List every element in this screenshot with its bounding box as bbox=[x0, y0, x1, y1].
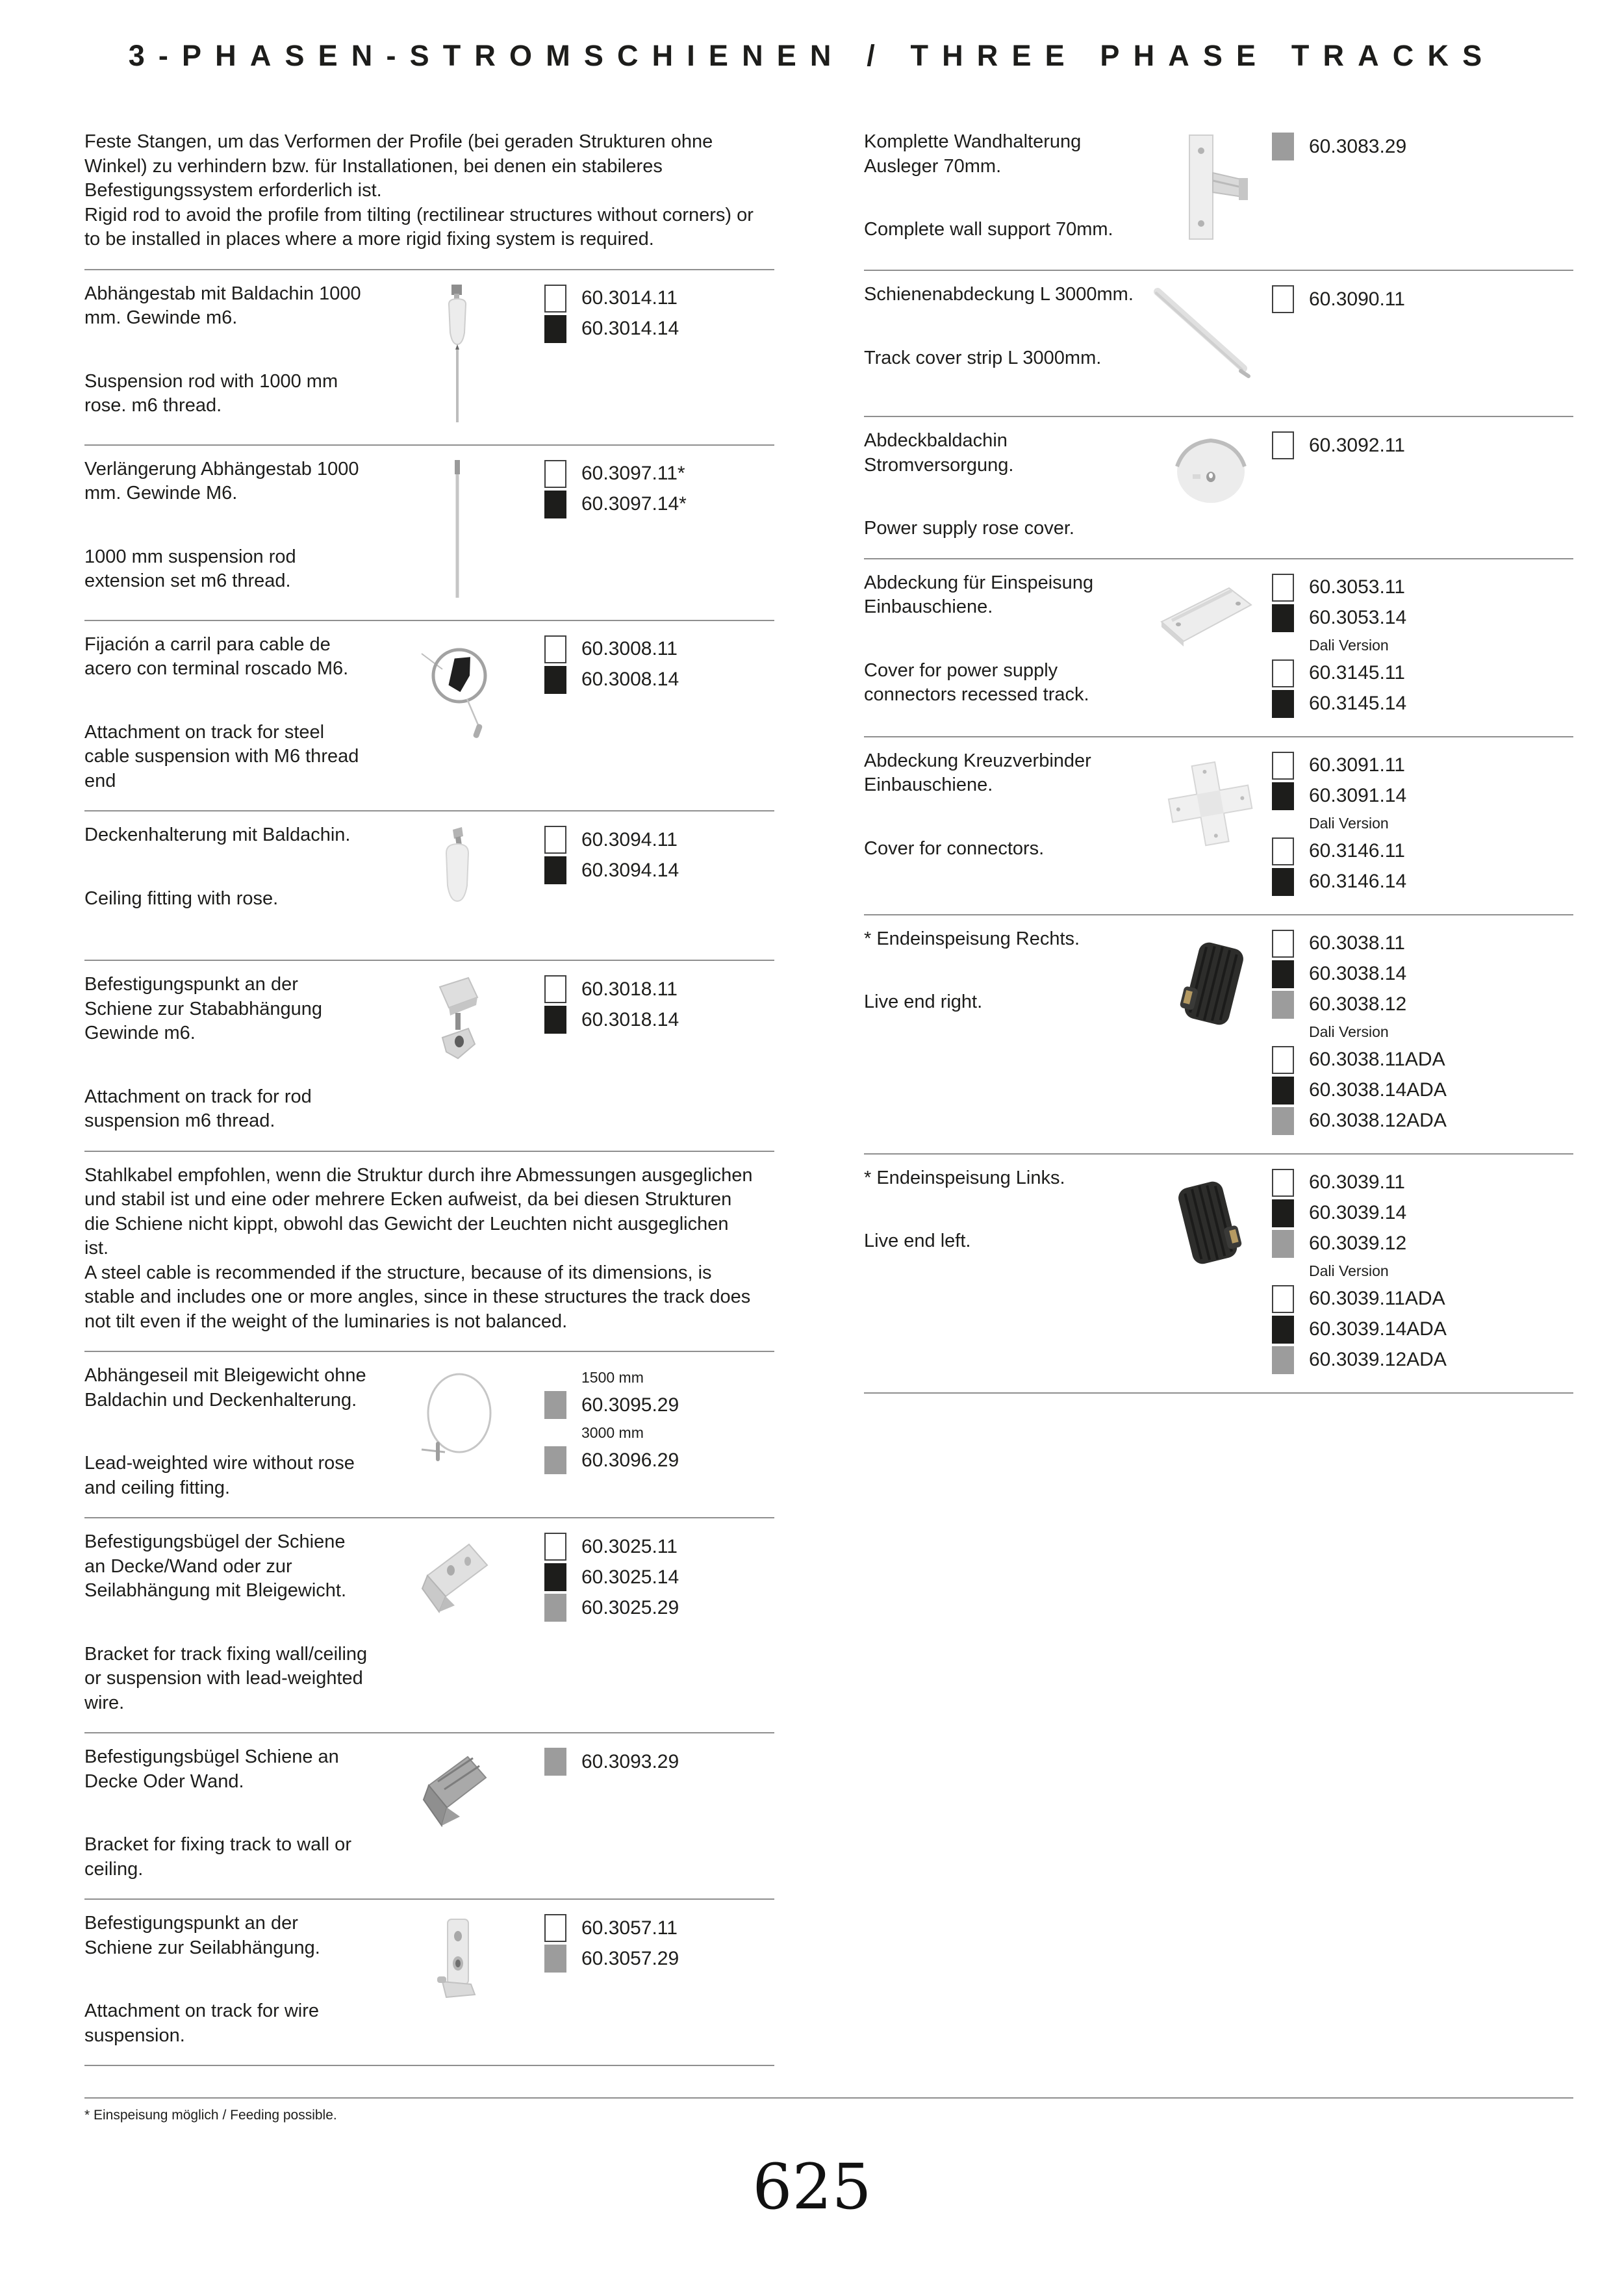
article-list bbox=[544, 1364, 774, 1500]
product-thumbnail bbox=[370, 1364, 544, 1500]
description-en: Lead-weighted wire without rose and ceiling fitting. bbox=[84, 1453, 355, 1498]
description-en: Track cover strip L 3000mm. bbox=[864, 347, 1102, 368]
catalog-entry bbox=[864, 118, 1573, 271]
description-en: Suspension rod with 1000 mm rose. m6 thread. bbox=[84, 370, 338, 416]
size-label: 3000 mm bbox=[581, 1424, 644, 1441]
catalog-entry bbox=[864, 737, 1573, 915]
dali-version-label: Dali Version bbox=[1309, 815, 1389, 832]
catalog-entry bbox=[84, 1900, 774, 2066]
white-swatch bbox=[544, 635, 566, 663]
article-row bbox=[544, 283, 774, 314]
dali-version-label: Dali Version bbox=[1309, 637, 1389, 654]
description-en: Cover for power supply connectors recessed track. bbox=[864, 659, 1089, 705]
description-de: Schienenabdeckung L 3000mm. bbox=[864, 284, 1134, 305]
product-thumbnail bbox=[1150, 1166, 1272, 1375]
description-de: Befestigungspunkt an der Schiene zur Stababhängung Gewinde m6. bbox=[84, 974, 323, 1043]
entry-text bbox=[864, 571, 1150, 719]
article-list bbox=[544, 823, 774, 943]
description-en: Live end right. bbox=[864, 991, 983, 1012]
black-swatch bbox=[1272, 960, 1294, 988]
catalog-entry bbox=[84, 1733, 774, 1900]
live-end-left-icon bbox=[1159, 1169, 1263, 1296]
catalog-entry bbox=[84, 961, 774, 1152]
article-code: 60.3014.11 bbox=[581, 287, 678, 309]
article-code: 60.3039.14ADA bbox=[1309, 1318, 1447, 1340]
note-block bbox=[84, 118, 774, 270]
article-list bbox=[544, 1530, 774, 1715]
article-row bbox=[1272, 1045, 1573, 1075]
catalog-entry bbox=[84, 270, 774, 446]
grey-swatch bbox=[544, 1945, 566, 1973]
white-swatch bbox=[1272, 837, 1294, 865]
article-code: 60.3025.14 bbox=[581, 1566, 679, 1588]
article-row bbox=[1272, 1168, 1573, 1198]
catalog-entry bbox=[864, 559, 1573, 737]
white-swatch bbox=[1272, 930, 1294, 958]
entry-text bbox=[84, 1911, 370, 2048]
article-code: 60.3039.12ADA bbox=[1309, 1349, 1447, 1370]
entry-text bbox=[84, 1745, 370, 1882]
article-code: 60.3145.14 bbox=[1309, 693, 1407, 714]
description-de: Befestigungspunkt an der Schiene zur Seilabhängung. bbox=[84, 1913, 320, 1958]
product-thumbnail bbox=[370, 457, 544, 603]
product-thumbnail bbox=[1150, 130, 1272, 253]
white-swatch bbox=[1272, 574, 1294, 602]
description-en: Attachment on track for wire suspension. bbox=[84, 2000, 320, 2046]
page-title: 3-PHASEN-STROMSCHIENEN / THREE PHASE TRACKS bbox=[128, 39, 1496, 72]
article-row bbox=[544, 459, 774, 489]
entry-text bbox=[864, 429, 1150, 541]
article-row bbox=[544, 1562, 774, 1592]
article-code: 60.3092.11 bbox=[1309, 434, 1405, 456]
article-code: 60.3038.14 bbox=[1309, 963, 1407, 984]
black-swatch bbox=[544, 491, 566, 518]
catalog-entry bbox=[84, 1518, 774, 1733]
white-swatch bbox=[544, 285, 566, 313]
article-row bbox=[544, 855, 774, 886]
article-row bbox=[1272, 1075, 1573, 1106]
article-code: 60.3039.14 bbox=[1309, 1202, 1407, 1223]
article-row bbox=[1272, 1345, 1573, 1375]
entry-text bbox=[864, 130, 1150, 253]
article-code: 60.3038.12ADA bbox=[1309, 1110, 1447, 1131]
article-row bbox=[1272, 1314, 1573, 1345]
article-row bbox=[1272, 836, 1573, 867]
article-code: 60.3094.11 bbox=[581, 828, 678, 850]
description-en: Ceiling fitting with rose. bbox=[84, 888, 279, 909]
article-list bbox=[544, 282, 774, 428]
article-code: 60.3091.11 bbox=[1309, 754, 1405, 776]
entry-text bbox=[84, 973, 370, 1134]
white-swatch bbox=[1272, 285, 1294, 313]
entry-text bbox=[84, 282, 370, 428]
dali-version-label: Dali Version bbox=[1309, 1023, 1389, 1040]
article-list bbox=[1272, 571, 1573, 719]
article-row bbox=[544, 1746, 774, 1777]
article-code: 60.3093.29 bbox=[581, 1750, 679, 1772]
article-code: 60.3097.14* bbox=[581, 493, 687, 515]
black-swatch bbox=[544, 1563, 566, 1591]
article-list bbox=[544, 1745, 774, 1882]
article-code: 60.3008.14 bbox=[581, 669, 679, 690]
black-swatch bbox=[1272, 782, 1294, 810]
product-thumbnail bbox=[1150, 571, 1272, 719]
article-code: 60.3145.11 bbox=[1309, 662, 1405, 683]
black-swatch bbox=[544, 1006, 566, 1034]
article-row bbox=[1272, 867, 1573, 897]
description-de: * Endeinspeisung Links. bbox=[864, 1167, 1065, 1188]
article-row bbox=[544, 1004, 774, 1035]
catalog-entry bbox=[864, 915, 1573, 1155]
article-code: 60.3018.14 bbox=[581, 1008, 679, 1030]
lead-wire-icon bbox=[402, 1366, 513, 1483]
article-row bbox=[1272, 781, 1573, 811]
description-de: Befestigungsbügel der Schiene an Decke/Wand oder zur Seilabhängung mit Bleigewicht. bbox=[84, 1531, 347, 1601]
article-row bbox=[1272, 1198, 1573, 1229]
dali-version-label: Dali Version bbox=[1309, 1262, 1389, 1279]
column-left bbox=[84, 118, 774, 2066]
description-de: Abdeckung Kreuzverbinder Einbauschiene. bbox=[864, 750, 1091, 795]
catalog-entry bbox=[84, 446, 774, 621]
white-swatch bbox=[1272, 1046, 1294, 1074]
article-list bbox=[544, 1911, 774, 2048]
article-row bbox=[544, 634, 774, 665]
article-code: 60.3038.11ADA bbox=[1309, 1049, 1445, 1070]
article-code: 60.3057.11 bbox=[581, 1917, 678, 1939]
bracket-dark-icon bbox=[405, 1748, 509, 1858]
article-code: 60.3146.11 bbox=[1309, 840, 1405, 862]
article-row bbox=[544, 489, 774, 520]
article-code: 60.3039.12 bbox=[1309, 1233, 1407, 1254]
article-list bbox=[1272, 927, 1573, 1136]
entry-text bbox=[84, 823, 370, 943]
article-list bbox=[544, 973, 774, 1134]
black-swatch bbox=[544, 315, 566, 343]
black-swatch bbox=[1272, 1199, 1294, 1227]
grey-swatch bbox=[544, 1594, 566, 1622]
article-row bbox=[544, 1445, 774, 1476]
article-code: 60.3146.14 bbox=[1309, 871, 1407, 892]
black-swatch bbox=[1272, 690, 1294, 718]
white-swatch bbox=[1272, 752, 1294, 780]
rod-attachment-icon bbox=[409, 975, 506, 1099]
white-swatch bbox=[544, 975, 566, 1003]
article-row bbox=[544, 1943, 774, 1974]
article-code: 60.3038.14ADA bbox=[1309, 1079, 1447, 1101]
product-thumbnail bbox=[370, 973, 544, 1134]
article-code: 60.3038.12 bbox=[1309, 993, 1407, 1015]
product-thumbnail bbox=[1150, 927, 1272, 1136]
entry-text bbox=[84, 130, 754, 252]
grey-swatch bbox=[1272, 1346, 1294, 1374]
article-code: 60.3025.11 bbox=[581, 1535, 678, 1557]
white-swatch bbox=[544, 1533, 566, 1561]
description-en: Attachment on track for rod suspension m6 thread. bbox=[84, 1086, 312, 1131]
white-swatch bbox=[544, 1914, 566, 1942]
article-row bbox=[1272, 959, 1573, 990]
entry-text bbox=[84, 1364, 370, 1500]
catalog-entry bbox=[84, 811, 774, 961]
description-de: Komplette Wandhalterung Ausleger 70mm. bbox=[864, 131, 1082, 177]
black-swatch bbox=[1272, 868, 1294, 896]
article-code: 60.3096.29 bbox=[581, 1449, 679, 1471]
wall-support-icon bbox=[1156, 133, 1266, 253]
column-right bbox=[864, 118, 1573, 1394]
live-end-right-icon bbox=[1159, 930, 1263, 1056]
cross-cover-icon bbox=[1152, 752, 1269, 865]
black-swatch bbox=[1272, 604, 1294, 632]
article-list bbox=[1272, 283, 1573, 399]
product-thumbnail bbox=[370, 1745, 544, 1882]
rose-cover-icon bbox=[1159, 431, 1263, 532]
product-thumbnail bbox=[370, 823, 544, 943]
description-en: A steel cable is recommended if the structure, because of its dimensions, is stable and includes one or more angles, since in these structures the track does not tilt even if the weight of the luminaries is not balanced. bbox=[84, 1262, 751, 1332]
black-swatch bbox=[1272, 1316, 1294, 1344]
article-code: 60.3053.11 bbox=[1309, 576, 1405, 598]
cover-strip-icon bbox=[1146, 285, 1276, 399]
article-list bbox=[1272, 429, 1573, 541]
extension-rod-icon bbox=[409, 460, 506, 603]
description-de: Abdeckbaldachin Stromversorgung. bbox=[864, 430, 1014, 476]
article-code: 60.3097.11* bbox=[581, 463, 685, 484]
article-row bbox=[1272, 430, 1573, 461]
article-code: 60.3095.29 bbox=[581, 1394, 679, 1416]
catalog-entry bbox=[864, 271, 1573, 417]
product-thumbnail bbox=[370, 633, 544, 794]
description-de: Stahlkabel empfohlen, wenn die Struktur durch ihre Abmessungen ausgeglichen und stabil ist und eine oder mehrere Ecken aufweist, da bei diesen Strukturen die Schiene nicht kippt, obwohl das Gewicht der Leuchten nicht ausgeglichen ist. bbox=[84, 1164, 753, 1258]
article-list bbox=[544, 457, 774, 603]
description-de: Deckenhalterung mit Baldachin. bbox=[84, 824, 351, 845]
article-row bbox=[1272, 284, 1573, 314]
description-en: Bracket for fixing track to wall or ceiling. bbox=[84, 1834, 351, 1880]
black-swatch bbox=[544, 856, 566, 884]
product-thumbnail bbox=[1150, 429, 1272, 541]
article-row bbox=[1272, 689, 1573, 719]
description-en: Attachment on track for steel cable suspension with M6 thread end bbox=[84, 721, 359, 791]
description-en: 1000 mm suspension rod extension set m6 thread. bbox=[84, 546, 296, 591]
article-list bbox=[1272, 749, 1573, 897]
note-block bbox=[84, 1152, 774, 1353]
description-de: * Endeinspeisung Rechts. bbox=[864, 928, 1080, 949]
catalog-entry bbox=[864, 417, 1573, 559]
description-en: Bracket for track fixing wall/ceiling or suspension with lead-weighted wire. bbox=[84, 1643, 368, 1713]
wire-plate-icon bbox=[409, 1914, 506, 2028]
product-thumbnail bbox=[370, 1911, 544, 2048]
article-code: 60.3091.14 bbox=[1309, 785, 1407, 806]
article-row bbox=[1272, 1229, 1573, 1259]
article-code: 60.3039.11ADA bbox=[1309, 1288, 1445, 1309]
catalog-entry bbox=[84, 621, 774, 812]
article-row bbox=[544, 1913, 774, 1943]
article-code: 60.3018.11 bbox=[581, 978, 678, 1000]
article-code: 60.3038.11 bbox=[1309, 932, 1405, 954]
white-swatch bbox=[1272, 659, 1294, 687]
white-swatch bbox=[544, 460, 566, 488]
description-de: Verlängerung Abhängestab 1000 mm. Gewinde M6. bbox=[84, 458, 359, 504]
grey-swatch bbox=[1272, 1230, 1294, 1258]
description-de: Abhängestab mit Baldachin 1000 mm. Gewinde m6. bbox=[84, 283, 361, 328]
grey-swatch bbox=[544, 1446, 566, 1474]
description-de: Fijación a carril para cable de acero con terminal roscado M6. bbox=[84, 633, 349, 679]
description-en: Rigid rod to avoid the profile from tilting (rectilinear structures without corners) or to be installed in places where a more rigid fixing system is required. bbox=[84, 204, 754, 249]
footer-divider bbox=[84, 2097, 1573, 2099]
article-row bbox=[1272, 928, 1573, 959]
entry-text bbox=[864, 1166, 1150, 1375]
article-code: 60.3008.11 bbox=[581, 638, 678, 659]
size-label: 1500 mm bbox=[581, 1368, 644, 1386]
article-row bbox=[1272, 131, 1573, 162]
article-list bbox=[544, 633, 774, 794]
footnote: * Einspeisung möglich / Feeding possible. bbox=[84, 2108, 337, 2123]
grey-swatch bbox=[1272, 991, 1294, 1019]
article-code: 60.3053.14 bbox=[1309, 607, 1407, 628]
description-en: Power supply rose cover. bbox=[864, 518, 1074, 539]
catalog-entry bbox=[84, 1352, 774, 1518]
article-row bbox=[544, 974, 774, 1004]
description-en: Cover for connectors. bbox=[864, 837, 1045, 859]
article-list bbox=[1272, 1166, 1573, 1375]
white-swatch bbox=[1272, 431, 1294, 459]
article-code: 60.3090.11 bbox=[1309, 288, 1405, 310]
white-swatch bbox=[1272, 1169, 1294, 1197]
article-row bbox=[1272, 990, 1573, 1020]
black-swatch bbox=[544, 666, 566, 694]
article-row bbox=[544, 1531, 774, 1562]
article-row bbox=[544, 824, 774, 855]
article-row bbox=[544, 1592, 774, 1623]
product-thumbnail bbox=[1150, 283, 1272, 399]
suspension-rod-icon bbox=[409, 285, 506, 428]
entry-text bbox=[864, 283, 1150, 399]
article-code: 60.3057.29 bbox=[581, 1947, 679, 1969]
description-de: Abdeckung für Einspeisung Einbauschiene. bbox=[864, 572, 1094, 617]
page-number: 625 bbox=[752, 2151, 872, 2223]
product-thumbnail bbox=[370, 282, 544, 428]
article-code: 60.3025.29 bbox=[581, 1596, 679, 1618]
entry-text bbox=[84, 457, 370, 603]
recessed-cover-icon bbox=[1152, 574, 1269, 668]
article-row bbox=[544, 314, 774, 344]
article-row bbox=[1272, 1106, 1573, 1136]
article-code: 60.3094.14 bbox=[581, 859, 679, 881]
catalog-entry bbox=[864, 1155, 1573, 1394]
entry-text bbox=[84, 633, 370, 794]
description-en: Live end left. bbox=[864, 1231, 971, 1251]
article-row bbox=[1272, 1284, 1573, 1314]
white-swatch bbox=[1272, 1285, 1294, 1313]
ceiling-fitting-icon bbox=[409, 826, 506, 943]
bracket-icon bbox=[405, 1533, 509, 1643]
article-row bbox=[544, 665, 774, 695]
product-thumbnail bbox=[370, 1530, 544, 1715]
cable-clamp-icon bbox=[402, 635, 513, 752]
article-code: 60.3014.14 bbox=[581, 318, 679, 339]
article-code: 60.3083.29 bbox=[1309, 135, 1407, 157]
article-row bbox=[1272, 572, 1573, 603]
article-list bbox=[1272, 130, 1573, 253]
article-row bbox=[544, 1390, 774, 1420]
description-de: Befestigungsbügel Schiene an Decke Oder Wand. bbox=[84, 1746, 339, 1792]
description-en: Complete wall support 70mm. bbox=[864, 219, 1113, 240]
article-row bbox=[1272, 603, 1573, 633]
article-row bbox=[1272, 658, 1573, 689]
entry-text bbox=[84, 1530, 370, 1715]
entry-text bbox=[864, 927, 1150, 1136]
description-de: Feste Stangen, um das Verformen der Profile (bei geraden Strukturen ohne Winkel) zu verhindern bzw. für Installationen, bei denen ein stabileres Befestigungssystem erforderlich ist. bbox=[84, 131, 713, 201]
entry-text bbox=[84, 1164, 754, 1335]
description-de: Abhängeseil mit Bleigewicht ohne Baldachin und Deckenhalterung. bbox=[84, 1365, 366, 1411]
grey-swatch bbox=[1272, 133, 1294, 160]
black-swatch bbox=[1272, 1077, 1294, 1105]
grey-swatch bbox=[544, 1748, 566, 1776]
product-thumbnail bbox=[1150, 749, 1272, 897]
article-code: 60.3039.11 bbox=[1309, 1171, 1405, 1193]
grey-swatch bbox=[1272, 1107, 1294, 1135]
grey-swatch bbox=[544, 1391, 566, 1419]
article-row bbox=[1272, 750, 1573, 781]
white-swatch bbox=[544, 826, 566, 854]
entry-text bbox=[864, 749, 1150, 897]
